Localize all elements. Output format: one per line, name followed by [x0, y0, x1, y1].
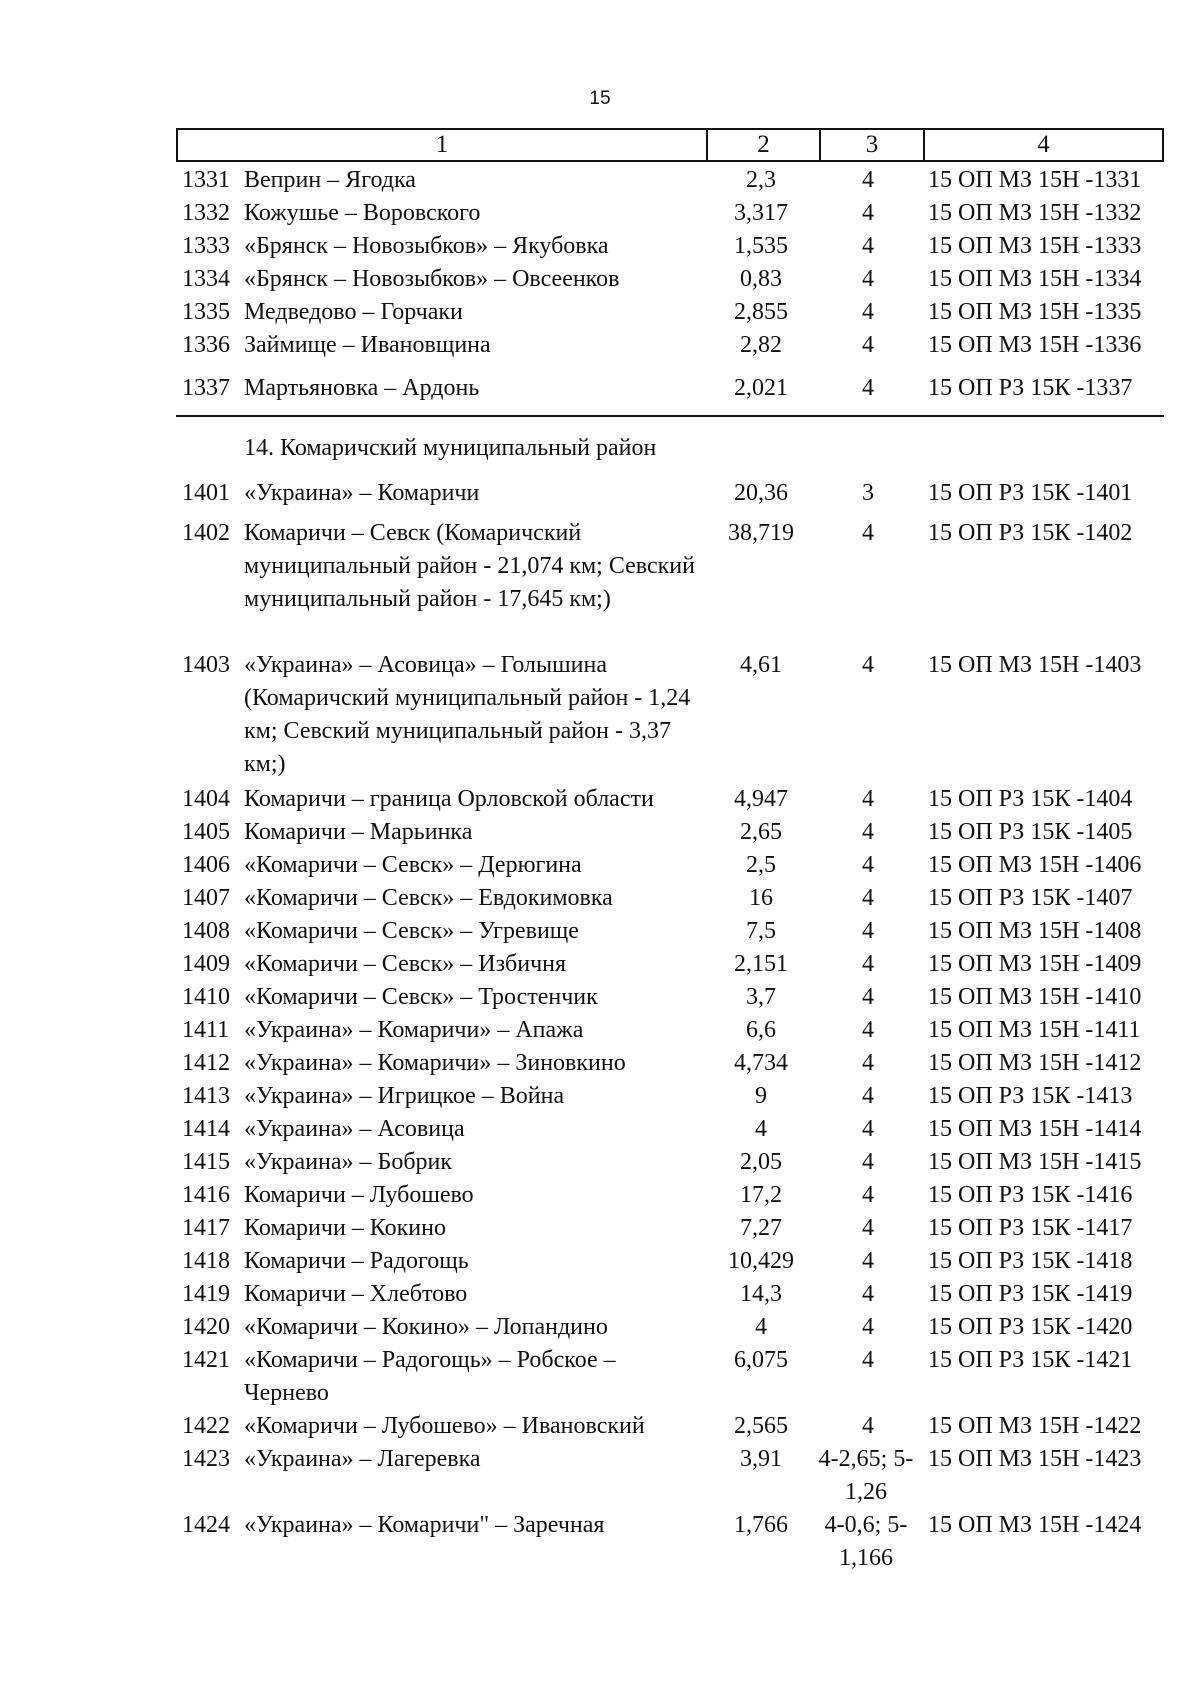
- road-code: 15 ОП РЗ 15К -1418: [928, 1248, 1133, 1274]
- road-category: 4: [862, 786, 874, 812]
- row-number: 1420: [182, 1314, 230, 1340]
- row-number: 1332: [182, 200, 230, 226]
- road-length: 2,151: [734, 951, 788, 977]
- row-number: 1416: [182, 1182, 230, 1208]
- row-number: 1401: [182, 480, 230, 506]
- road-category: 4: [862, 951, 874, 977]
- row-number: 1411: [182, 1017, 230, 1043]
- road-name: «Украина» – Игрицкое – Война: [244, 1083, 565, 1109]
- road-length: 16: [749, 885, 773, 911]
- road-name: «Комаричи – Радогощь» – Робское – Чернево: [244, 1347, 616, 1406]
- header-col-4: 4: [1037, 131, 1050, 158]
- row-number: 1415: [182, 1149, 230, 1175]
- row-number: 1407: [182, 885, 230, 911]
- row-number: 1408: [182, 918, 230, 944]
- road-length: 2,05: [740, 1149, 782, 1175]
- row-number: 1337: [182, 375, 230, 401]
- road-length: 3,91: [740, 1446, 782, 1472]
- road-code: 15 ОП МЗ 15Н -1414: [928, 1116, 1142, 1142]
- road-category: 4: [862, 1248, 874, 1274]
- road-name: Медведово – Горчаки: [244, 299, 463, 325]
- road-category: 4: [862, 984, 874, 1010]
- road-code: 15 ОП МЗ 15Н -1410: [928, 984, 1142, 1010]
- road-name: «Комаричи – Кокино» – Лопандино: [244, 1314, 608, 1340]
- row-number: 1335: [182, 299, 230, 325]
- road-length: 2,855: [734, 299, 788, 325]
- road-name: Комаричи – Севск (Комаричский муниципальный район - 21,074 км; Севский муниципальный район - 17,645 км;): [244, 520, 695, 612]
- road-name: «Украина» – Асовица: [244, 1116, 465, 1142]
- road-name: «Украина» – Лагеревка: [244, 1446, 481, 1472]
- road-code: 15 ОП РЗ 15К -1419: [928, 1281, 1133, 1307]
- road-code: 15 ОП МЗ 15Н -1423: [928, 1446, 1142, 1472]
- road-category: 4: [862, 652, 874, 678]
- row-number: 1412: [182, 1050, 230, 1076]
- road-length: 2,82: [740, 332, 782, 358]
- road-code: 15 ОП МЗ 15Н -1334: [928, 266, 1142, 292]
- road-code: 15 ОП МЗ 15Н -1333: [928, 233, 1142, 259]
- road-category: 4: [862, 1347, 874, 1373]
- road-category: 4: [862, 266, 874, 292]
- road-category: 4: [862, 1083, 874, 1109]
- header-col-2: 2: [708, 130, 821, 160]
- road-length: 4,947: [734, 786, 788, 812]
- road-length: 14,3: [740, 1281, 782, 1307]
- page-number: 15: [589, 88, 611, 109]
- road-code: 15 ОП РЗ 15К -1337: [928, 375, 1133, 401]
- road-name: Комаричи – Кокино: [244, 1215, 446, 1241]
- road-category: 4: [862, 1017, 874, 1043]
- road-length: 7,5: [746, 918, 776, 944]
- road-length: 0,83: [740, 266, 782, 292]
- road-name: Мартьяновка – Ардонь: [244, 375, 480, 401]
- road-code: 15 ОП МЗ 15Н -1409: [928, 951, 1142, 977]
- road-name: Комаричи – Марьинка: [244, 819, 473, 845]
- road-code: 15 ОП РЗ 15К -1401: [928, 480, 1133, 506]
- row-number: 1413: [182, 1083, 230, 1109]
- road-name: «Украина» – Комаричи" – Заречная: [244, 1512, 605, 1538]
- road-name: «Комаричи – Севск» – Дерюгина: [244, 852, 582, 878]
- row-number: 1419: [182, 1281, 230, 1307]
- row-number: 1405: [182, 819, 230, 845]
- road-name: «Украина» – Асовица» – Голышина (Комаричский муниципальный район - 1,24 км; Севский муниципальный район - 3,37 км;): [244, 652, 691, 777]
- section-divider: [176, 415, 1164, 417]
- road-name: Комаричи – Хлебтово: [244, 1281, 468, 1307]
- road-code: 15 ОП МЗ 15Н -1424: [928, 1512, 1142, 1538]
- road-code: 15 ОП МЗ 15Н -1406: [928, 852, 1142, 878]
- row-number: 1409: [182, 951, 230, 977]
- header-col-1: 1: [178, 130, 708, 160]
- road-length: 10,429: [728, 1248, 794, 1274]
- road-length: 38,719: [728, 520, 794, 546]
- row-number: 1418: [182, 1248, 230, 1274]
- road-name: «Комаричи – Севск» – Избичня: [244, 951, 567, 977]
- road-code: 15 ОП РЗ 15К -1402: [928, 520, 1133, 546]
- road-name: «Комаричи – Севск» – Евдокимовка: [244, 885, 613, 911]
- road-length: 1,535: [734, 233, 788, 259]
- road-code: 15 ОП МЗ 15Н -1335: [928, 299, 1142, 325]
- row-number: 1423: [182, 1446, 230, 1472]
- road-name: «Украина» – Бобрик: [244, 1149, 453, 1175]
- road-length: 6,075: [734, 1347, 788, 1373]
- road-code: 15 ОП РЗ 15К -1420: [928, 1314, 1133, 1340]
- row-number: 1414: [182, 1116, 230, 1142]
- road-code: 15 ОП МЗ 15Н -1408: [928, 918, 1142, 944]
- road-length: 4,734: [734, 1050, 788, 1076]
- road-category: 4-2,65; 5-1,26: [818, 1446, 914, 1505]
- row-number: 1406: [182, 852, 230, 878]
- road-code: 15 ОП РЗ 15К -1405: [928, 819, 1133, 845]
- road-name: «Украина» – Комаричи: [244, 480, 480, 506]
- road-name: «Комаричи – Лубошево» – Ивановский: [244, 1413, 645, 1439]
- road-name: «Брянск – Новозыбков» – Якубовка: [244, 233, 609, 259]
- road-category: 4: [862, 852, 874, 878]
- road-length: 4: [755, 1314, 767, 1340]
- road-code: 15 ОП МЗ 15Н -1422: [928, 1413, 1142, 1439]
- row-number: 1417: [182, 1215, 230, 1241]
- road-category: 4: [862, 885, 874, 911]
- road-length: 2,3: [746, 167, 776, 193]
- road-name: Веприн – Ягодка: [244, 167, 416, 193]
- row-number: 1334: [182, 266, 230, 292]
- road-name: Комаричи – Радогощь: [244, 1248, 469, 1274]
- road-category: 4: [862, 332, 874, 358]
- road-code: 15 ОП МЗ 15Н -1331: [928, 167, 1142, 193]
- road-length: 2,021: [734, 375, 788, 401]
- road-length: 9: [755, 1083, 767, 1109]
- row-number: 1402: [182, 520, 230, 546]
- road-category: 4: [862, 375, 874, 401]
- row-number: 1410: [182, 984, 230, 1010]
- road-category: 4: [862, 918, 874, 944]
- road-length: 3,317: [734, 200, 788, 226]
- road-name: Кожушье – Воровского: [244, 200, 481, 226]
- road-code: 15 ОП РЗ 15К -1407: [928, 885, 1133, 911]
- road-category: 4: [862, 1182, 874, 1208]
- road-category: 4: [862, 1413, 874, 1439]
- road-code: 15 ОП МЗ 15Н -1332: [928, 200, 1142, 226]
- road-code: 15 ОП МЗ 15Н -1412: [928, 1050, 1142, 1076]
- road-category: 4: [862, 1050, 874, 1076]
- road-name: «Комаричи – Севск» – Тростенчик: [244, 984, 598, 1010]
- road-code: 15 ОП РЗ 15К -1417: [928, 1215, 1133, 1241]
- row-number: 1421: [182, 1347, 230, 1373]
- road-length: 4: [755, 1116, 767, 1142]
- road-length: 17,2: [740, 1182, 782, 1208]
- row-number: 1424: [182, 1512, 230, 1538]
- header-col-3: 3: [821, 130, 925, 160]
- road-length: 20,36: [734, 480, 788, 506]
- road-category: 4: [862, 299, 874, 325]
- road-name: «Комаричи – Севск» – Угревище: [244, 918, 579, 944]
- road-category: 4: [862, 200, 874, 226]
- section-title: 14. Комаричский муниципальный район: [244, 435, 657, 461]
- road-category: 4: [862, 1314, 874, 1340]
- road-length: 2,565: [734, 1413, 788, 1439]
- row-number: 1404: [182, 786, 230, 812]
- road-code: 15 ОП РЗ 15К -1421: [928, 1347, 1133, 1373]
- road-length: 2,5: [746, 852, 776, 878]
- road-length: 2,65: [740, 819, 782, 845]
- road-code: 15 ОП РЗ 15К -1413: [928, 1083, 1133, 1109]
- road-category: 4: [862, 233, 874, 259]
- road-length: 3,7: [746, 984, 776, 1010]
- road-name: Комаричи – Лубошево: [244, 1182, 474, 1208]
- road-name: Комаричи – граница Орловской области: [244, 786, 654, 812]
- row-number: 1403: [182, 652, 230, 678]
- road-category: 4: [862, 520, 874, 546]
- road-name: Займище – Ивановщина: [244, 332, 491, 358]
- row-number: 1333: [182, 233, 230, 259]
- road-code: 15 ОП РЗ 15К -1404: [928, 786, 1133, 812]
- road-code: 15 ОП РЗ 15К -1416: [928, 1182, 1133, 1208]
- road-category: 4: [862, 1215, 874, 1241]
- road-category: 4: [862, 1149, 874, 1175]
- road-code: 15 ОП МЗ 15Н -1336: [928, 332, 1142, 358]
- road-length: 4,61: [740, 652, 782, 678]
- road-name: «Украина» – Комаричи» – Апажа: [244, 1017, 584, 1043]
- road-category: 4: [862, 819, 874, 845]
- road-category: 4: [862, 1116, 874, 1142]
- road-code: 15 ОП МЗ 15Н -1403: [928, 652, 1142, 678]
- row-number: 1331: [182, 167, 230, 193]
- road-code: 15 ОП МЗ 15Н -1411: [928, 1017, 1141, 1043]
- road-name: «Брянск – Новозыбков» – Овсеенков: [244, 266, 620, 292]
- row-number: 1422: [182, 1413, 230, 1439]
- road-category: 3: [862, 480, 874, 506]
- road-code: 15 ОП МЗ 15Н -1415: [928, 1149, 1142, 1175]
- road-length: 6,6: [746, 1017, 776, 1043]
- road-category: 4-0,6; 5-1,166: [824, 1512, 908, 1571]
- row-number: 1336: [182, 332, 230, 358]
- road-category: 4: [862, 167, 874, 193]
- road-category: 4: [862, 1281, 874, 1307]
- road-length: 1,766: [734, 1512, 788, 1538]
- road-name: «Украина» – Комаричи» – Зиновкино: [244, 1050, 626, 1076]
- road-length: 7,27: [740, 1215, 782, 1241]
